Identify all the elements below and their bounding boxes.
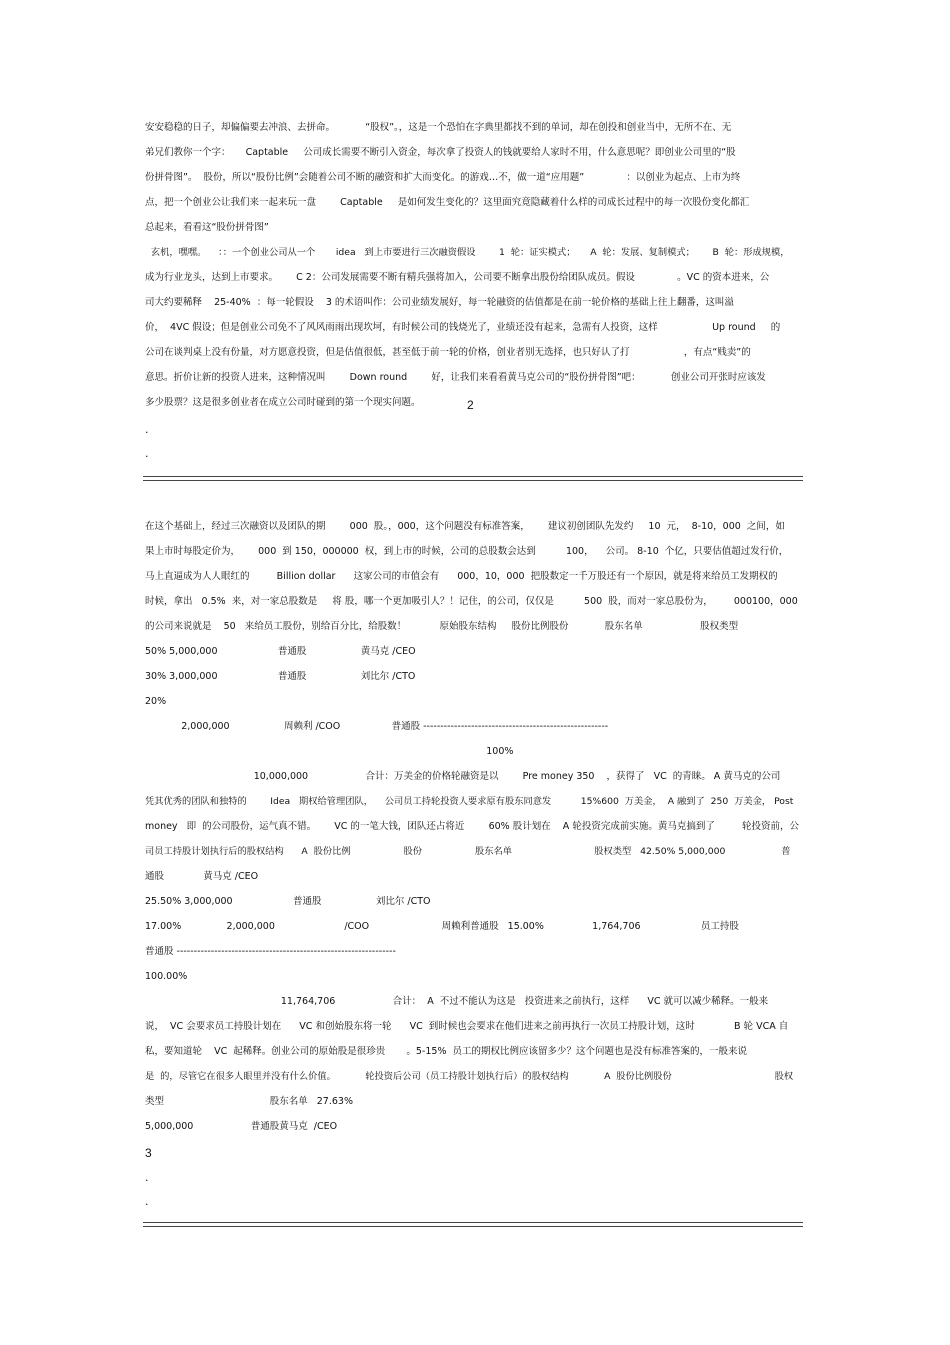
text-line: 果上市时每股定价为， 000 到 150，000000 权，到上市的时候，公司的总股数会达到 100， 公司。 8-10 个亿，只要估值超过发行价， (145, 546, 789, 557)
text-line: 玄机，嘿嘿。 ：：一个创业公司从一个 idea 到上市要进行三次融资假设 1 轮：证实模式； A 轮：发展、复制模式； B 轮：形成规模， (145, 247, 790, 258)
text-line: 通股 黄马克 /CEO (145, 871, 259, 882)
text-line: 100% (145, 746, 514, 757)
text-line: 总起来，看看这“股份拼骨图” (145, 222, 269, 233)
text-line: 5,000,000 普通股黄马克 /CEO (145, 1121, 338, 1132)
text-line: money 即 的公司股份，运气真不错。 VC 的一笔大钱，团队还占将近 60% 股计划在 A 轮投资完成前实施。黄马克搞到了 轮投资前，公 (145, 821, 799, 832)
text-line: 凭其优秀的团队和独特的 Idea 期权给管理团队， 公司员工持轮投资人要求原有股东同意发 15%600 万美金， A 融到了 250 万美金， Post (145, 796, 794, 807)
text-line: 价， 4VC 假设；但是创业公司免不了风风雨雨出现坎坷，有时候公司的钱烧光了，业绩还没有起来，急需有人投资，这样 Up round 的 (145, 322, 781, 333)
text-line: 类型 股东名单 27.63% (145, 1096, 353, 1107)
text-line: 是 的，尽管它在很多人眼里并没有什么价值。 轮投资后公司（员工持股计划执行后）的股权结构 A 股份比例股份 股权 (145, 1071, 794, 1082)
dot-marker: . (145, 1171, 149, 1184)
page-number: 3 (145, 1146, 152, 1160)
text-line: 在这个基础上，经过三次融资以及团队的期 000 股。，000，这个问题没有标准答案， 建议初创团队先发约 10 元， 8-10，000 之间，如 (145, 521, 785, 532)
dot-marker: . (145, 423, 149, 436)
text-line: 11,764,706 合计： A 不过不能认为这是 投资进来之前执行，这样 VC 就可以减少稀释。一般来 (145, 996, 769, 1007)
page-separator (143, 476, 803, 481)
text-line: 17.00% 2,000,000 /COO 周赖利普通股 15.00% 1,764,706 员工持股 (145, 921, 739, 932)
text-line: 马上直逼成为人人眼红的 Billion dollar 这家公司的市值会有 000，10，000 把股数定一千万股还有一个原因，就是将来给员工发期权的 (145, 571, 778, 582)
text-line: 安安稳稳的日子，却偏偏要去冲浪、去拼命。 “股权”。，这是一个恐怕在字典里都找不到的单词，却在创投和创业当中，无所不在、无 (145, 122, 732, 133)
text-line: 10,000,000 合计：万美金的价格轮融资是以 Pre money 350 ，获得了 VC 的青睐。 A 黄马克的公司 (145, 771, 781, 782)
text-line: 成为行业龙头，达到上市要求。 C 2：公司发展需要不断有精兵强将加入，公司要不断拿出股份给团队成员。假设 。VC 的资本进来，公 (145, 272, 770, 283)
text-line: 的公司来说就是 50 来给员工股份，别给百分比，给股数！ 原始股东结构 股份比例股份 股东名单 股权类型 (145, 621, 739, 632)
text-line: 份拼骨图”。 股份，所以“股份比例”会随着公司不断的融资和扩大而变化。的游戏…不，做一道“应用题” ：以创业为起点、上市为终 (145, 172, 741, 183)
text-line: 多少股票？这是很多创业者在成立公司时碰到的第一个现实问题。 (145, 397, 421, 408)
text-line: 说， VC 会要求员工持股计划在 VC 和创始股东将一轮 VC 到时候也会要求在他们进来之前再执行一次员工持股计划，这时 B 轮 VCA 自 (145, 1021, 789, 1032)
text-line: 时候，拿出 0.5% 来，对一家总股数是 将 股，哪一个更加吸引人？！记住，的公司，仅仅是 500 股，而对一家总股份为， 000100，000 (145, 596, 798, 607)
dot-marker: . (145, 1195, 149, 1208)
dot-marker: . (145, 447, 149, 460)
text-line: 50% 5,000,000 普通股 黄马克 /CEO (145, 646, 416, 657)
text-line: 100.00% (145, 971, 188, 982)
text-line: 2,000,000 周赖利 /COO 普通股 ------------------------------------------------------ (145, 721, 609, 732)
text-line: 普通股 ---------------------------------------------------------------- (145, 946, 396, 957)
page-number: 2 (467, 398, 474, 412)
page-separator (143, 1222, 803, 1227)
text-line: 公司在谈判桌上没有份量，对方愿意投资，但是估值很低，甚至低于前一轮的价格，创业者别无选择，也只好认了打 ，有点“贱卖”的 (145, 347, 751, 358)
text-line: 20% (145, 696, 167, 707)
text-line: 意思。折价让新的投资人进来，这种情况叫 Down round 好，让我们来看看黄马克公司的“股份拼骨图”吧： 创业公司开张时应该发 (145, 372, 766, 383)
text-line: 30% 3,000,000 普通股 刘比尔 /CTO (145, 671, 416, 682)
text-line: 点，把一个创业公让我们来一起来玩一盘 Captable 是如何发生变化的？这里面究竟隐藏着什么样的司成长过程中的每一次股份变化都汇 (145, 197, 750, 208)
text-line: 司大约要稀释 25-40% ：每一轮假设 3 的术语叫作：公司业绩发展好，每一轮融资的估值都是在前一轮价格的基础上往上翻番，这叫溢 (145, 297, 734, 308)
text-line: 私，要知道轮 VC 起稀释。创业公司的原始股是很珍贵 。5-15% 员工的期权比例应该留多少？这个问题也是没有标准答案的，一般来说 (145, 1046, 748, 1057)
text-line: 25.50% 3,000,000 普通股 刘比尔 /CTO (145, 896, 431, 907)
text-line: 弟兄们教你一个字： Captable 公司成长需要不断引入资金，每次拿了投资人的钱就要给人家时不用，什么意思呢？即创业公司里的“股 (145, 147, 736, 158)
text-line: 司员工持股计划执行后的股权结构 A 股份比例 股份 股东名单 股权类型 42.50% 5,000,000 普 (145, 846, 791, 857)
